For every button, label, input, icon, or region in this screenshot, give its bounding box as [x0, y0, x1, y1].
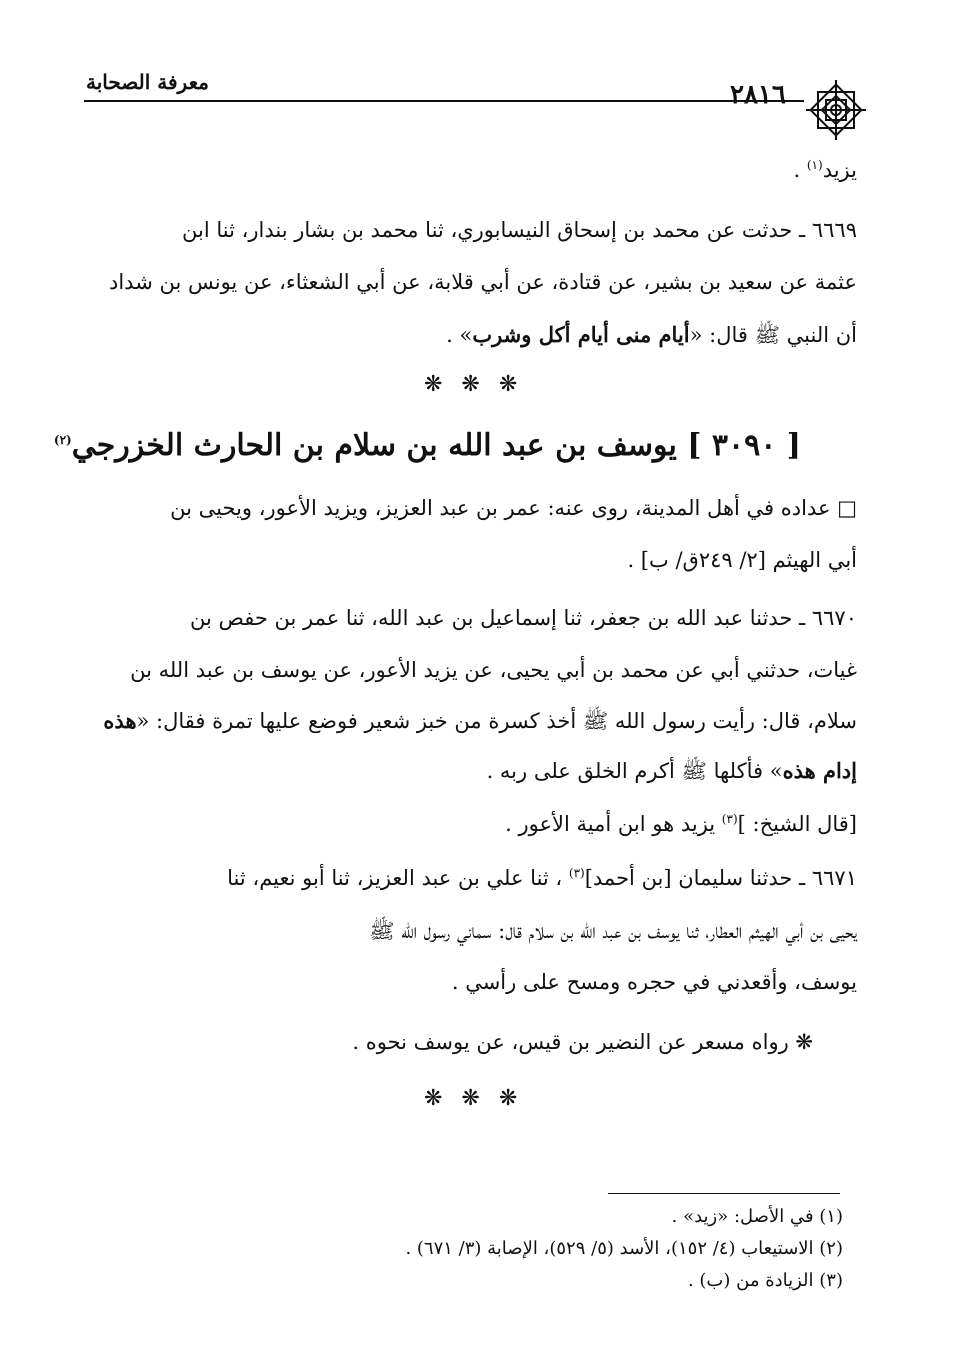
header-rule: [84, 100, 804, 102]
page-number: ٢٨١٦: [730, 80, 786, 110]
continued-text-end: .: [793, 158, 807, 182]
continued-line: [794, 158, 858, 182]
hadith-text-end: » فأكلها ﷺ أكرم الخلق على ربه .: [486, 759, 783, 783]
footnote-ref: (٣): [721, 812, 738, 826]
hadith-6671-line-2: يحيى بن أبي الهيثم العطار، ثنا يوسف بن عبد الله بن سلام قال: سماني رسول الله ﷺ: [369, 919, 857, 943]
hadith-text: ، ثنا علي بن عبد العزيز، ثنا أبو نعيم، ثنا: [227, 866, 569, 890]
hadith-6670-line-3: [103, 708, 857, 739]
hadith-6669-line-1: ٦٦٦٩ ـ حدثت عن محمد بن إسحاق النيسابوري، ثنا محمد بن بشار بندار، ثنا ابن: [182, 218, 857, 242]
riwaya-note: ❋ رواه مسعر عن النضير بن قيس، عن يوسف نحوه .: [352, 1030, 813, 1054]
hadith-text-end: » .: [446, 323, 473, 347]
footnote-2: (٢) الاستيعاب (٤/ ١٥٢)، الأسد (٥/ ٥٢٩)، الإصابة (٣/ ٦٧١) .: [405, 1238, 843, 1259]
footnote-ref: (٢): [53, 433, 72, 447]
continued-text: يزيد: [822, 158, 857, 182]
hadith-6669-line-2: عثمة عن سعيد بن بشير، عن قتادة، عن أبي قلابة، عن أبي الشعثاء، عن يونس بن شداد: [108, 270, 857, 294]
footnote-rule: [608, 1193, 840, 1194]
hadith-6670-line-2: غيات، حدثني أبي عن محمد بن أبي يحيى، عن يزيد الأعور، عن يوسف بن عبد الله بن: [130, 658, 857, 682]
footnote-ref: (١): [806, 158, 823, 172]
prophetic-saying: أيام منى أيام أكل وشرب: [472, 322, 690, 347]
hadith-6670-line-4: [487, 758, 857, 789]
footnote-3: (٣) الزيادة من (ب) .: [687, 1270, 843, 1291]
bio-line-1: □ عداده في أهل المدينة، روى عنه: عمر بن عبد العزيز، ويزيد الأعور، ويحيى بن: [170, 496, 857, 520]
entry-heading-text: [ ٣٠٩٠ ] يوسف بن عبد الله بن سلام بن الحارث الخزرجي: [71, 428, 801, 463]
footnote-1: (١) في الأصل: «زيد» .: [671, 1206, 843, 1227]
entry-heading: [54, 428, 801, 463]
footnote-ref: (٣): [568, 866, 585, 880]
hadith-6669-line-3: [446, 322, 857, 353]
sheikh-note-label: [قال الشيخ: ]: [737, 812, 857, 836]
hadith-text: سلام، قال: رأيت رسول الله ﷺ أخذ كسرة من خبز شعير فوضع عليها تمرة فقال: «: [136, 709, 857, 733]
hadith-6671-line-1: [227, 866, 857, 890]
running-head-book-title: معرفة الصحابة: [86, 70, 209, 94]
prophetic-saying: إدام هذه: [782, 758, 857, 783]
sheikh-note-text: يزيد هو ابن أمية الأعور .: [505, 812, 722, 836]
hadith-6671-line-3: يوسف، وأقعدني في حجره ومسح على رأسي .: [451, 970, 857, 994]
octagram-ornament-icon: [804, 78, 868, 142]
hadith-text: أن النبي ﷺ قال: «: [689, 323, 857, 347]
bio-line-2: أبي الهيثم [٢/ ٢٤٩ق/ ب] .: [627, 548, 857, 572]
sheikh-note: [505, 812, 857, 836]
prophetic-saying: هذه: [103, 708, 137, 733]
section-divider-stars: ❋ ❋ ❋: [424, 372, 524, 397]
hadith-text: ٦٦٧١ ـ حدثنا سليمان [بن أحمد]: [584, 866, 857, 890]
hadith-6670-line-1: ٦٦٧٠ ـ حدثنا عبد الله بن جعفر، ثنا إسماعيل بن عبد الله، ثنا عمر بن حفص بن: [189, 606, 857, 630]
section-divider-stars: ❋ ❋ ❋: [424, 1086, 524, 1111]
